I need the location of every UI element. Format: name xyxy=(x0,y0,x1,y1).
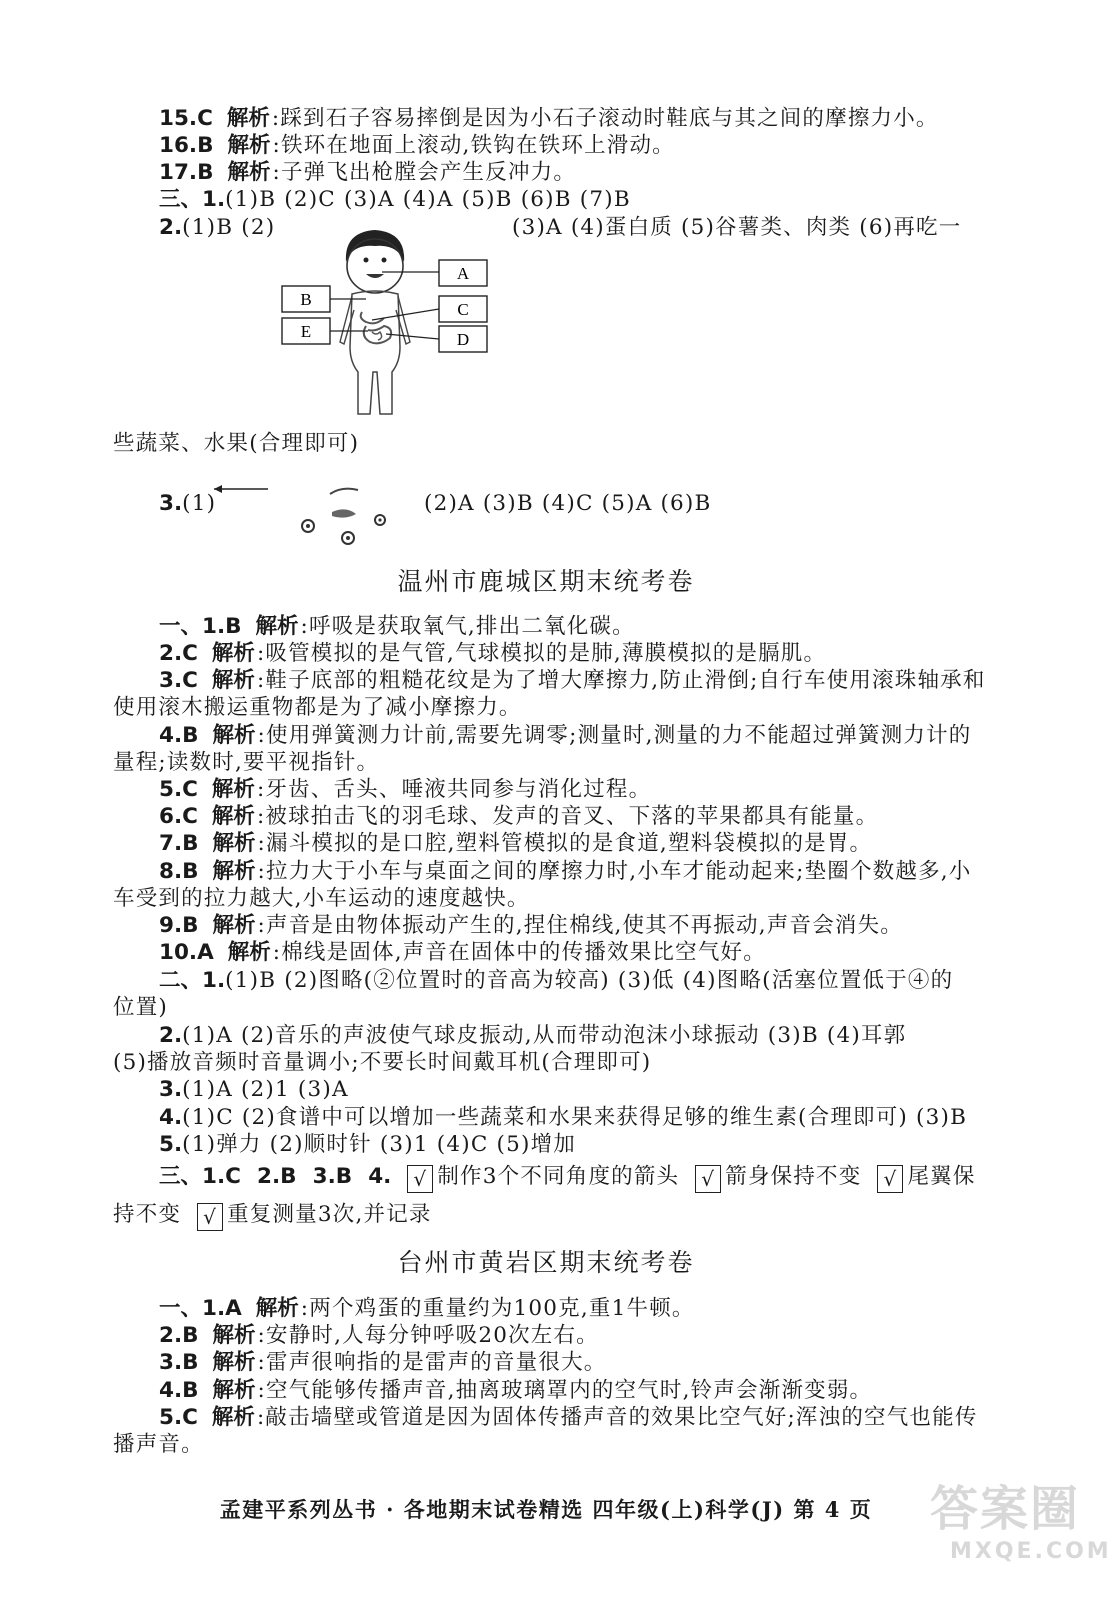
label-b: B xyxy=(300,290,312,309)
checkmark-box: √ xyxy=(197,1203,223,1231)
answer-line: 10.A 解析:棉线是固体,声音在固体中的传播效果比空气好。 xyxy=(159,940,766,965)
answer-line: 5.C 解析:敲击墙壁或管道是因为固体传播声音的效果比空气好;浑浊的空气也能传 xyxy=(159,1405,978,1430)
answer-line: 二、1.(1)B (2)图略(②位置时的音高为较高) (3)低 (4)图略(活塞位置低于④的 xyxy=(159,968,954,993)
answer-line-continued: 播声音。 xyxy=(113,1432,204,1457)
answer-line: 2.(1)A (2)音乐的声波使气球皮振动,从而带动泡沫小球振动 (3)B (4)耳郭 xyxy=(159,1023,907,1048)
section-title-taizhou: 台州市黄岩区期末统考卷 xyxy=(397,1248,695,1277)
answer-line: 7.B 解析:漏斗模拟的是口腔,塑料管模拟的是食道,塑料袋模拟的是胃。 xyxy=(159,831,873,856)
answer-line: 5.(1)弹力 (2)顺时针 (3)1 (4)C (5)增加 xyxy=(159,1132,576,1157)
label-a: A xyxy=(456,264,470,283)
section-title-wenzhou: 温州市鹿城区期末统考卷 xyxy=(397,567,695,596)
answer-line-continued: (5)播放音频时音量调小;不要长时间戴耳机(合理即可) xyxy=(113,1050,652,1075)
checkmark-box: √ xyxy=(877,1165,903,1193)
answer-q16: 16.B 解析:铁环在地面上滚动,铁钩在铁环上滑动。 xyxy=(159,133,675,158)
section3-q2-right: (3)A (4)蛋白质 (5)谷薯类、肉类 (6)再吃一 xyxy=(512,215,962,240)
answer-line: 4.B 解析:空气能够传播声音,抽离玻璃罩内的空气时,铃声会渐渐变弱。 xyxy=(159,1378,873,1403)
label-d: D xyxy=(456,330,470,349)
arrow-diagram xyxy=(210,478,400,548)
wenzhou-section3-continued: 持不变 √ 重复测量3次,并记录 xyxy=(113,1202,432,1229)
page-footer: 孟建平系列丛书 · 各地期末试卷精选 四年级(上)科学(J) 第 4 页 xyxy=(219,1497,873,1522)
wenzhou-section3-line: 三、1.C 2.B 3.B 4. √ 制作3个不同角度的箭头 √ 箭身保持不变 √ 尾翼保 xyxy=(159,1164,976,1191)
answer-line-continued: 使用滚木搬运重物都是为了减小摩擦力。 xyxy=(113,695,522,720)
watermark-logo: 答案圈 MXQE.COM xyxy=(930,1481,1112,1564)
answer-line: 2.B 解析:安静时,人每分钟呼吸20次左右。 xyxy=(159,1323,599,1348)
answer-line: 一、1.B 解析:呼吸是获取氧气,排出二氧化碳。 xyxy=(159,614,635,639)
answer-line: 3.C 解析:鞋子底部的粗糙花纹是为了增大摩擦力,防止滑倒;自行车使用滚珠轴承和 xyxy=(159,668,986,693)
answer-line: 9.B 解析:声音是由物体振动产生的,捏住棉线,使其不再振动,声音会消失。 xyxy=(159,913,903,938)
digestive-system-figure xyxy=(280,222,500,428)
section3-q2-continued: 些蔬菜、水果(合理即可) xyxy=(113,431,360,456)
answer-line: 3.B 解析:雷声很响指的是雷声的音量很大。 xyxy=(159,1350,607,1375)
answer-line: 5.C 解析:牙齿、舌头、唾液共同参与消化过程。 xyxy=(159,777,652,802)
answer-line: 8.B 解析:拉力大于小车与桌面之间的摩擦力时,小车才能动起来;垫圈个数越多,小 xyxy=(159,859,972,884)
section3-q3-left: 3.(1) xyxy=(159,491,217,516)
answer-line: 4.(1)C (2)食谱中可以增加一些蔬菜和水果来获得足够的维生素(合理即可) (3)B xyxy=(159,1105,968,1130)
answer-line-continued: 车受到的拉力越大,小车运动的速度越快。 xyxy=(113,886,530,911)
checkmark-box: √ xyxy=(695,1165,721,1193)
checkmark-box: √ xyxy=(407,1165,433,1193)
label-e: E xyxy=(300,322,312,341)
answer-line: 3.(1)A (2)1 (3)A xyxy=(159,1077,349,1102)
label-c: C xyxy=(457,300,469,319)
section3-q3-right: (2)A (3)B (4)C (5)A (6)B xyxy=(424,491,712,516)
answer-line: 6.C 解析:被球拍击飞的羽毛球、发声的音叉、下落的苹果都具有能量。 xyxy=(159,804,879,829)
section3-q2-left: 2.(1)B (2) xyxy=(159,215,276,240)
answer-q15: 15.C 解析:踩到石子容易摔倒是因为小石子滚动时鞋底与其之间的摩擦力小。 xyxy=(159,106,939,131)
answer-line: 一、1.A 解析:两个鸡蛋的重量约为100克,重1牛顿。 xyxy=(159,1296,695,1321)
answer-q17: 17.B 解析:子弹飞出枪膛会产生反冲力。 xyxy=(159,160,577,185)
answer-line: 2.C 解析:吸管模拟的是气管,气球模拟的是肺,薄膜模拟的是膈肌。 xyxy=(159,641,827,666)
answer-line-continued: 量程;读数时,要平视指针。 xyxy=(113,750,380,775)
answer-line-continued: 位置) xyxy=(113,995,168,1020)
answer-line: 4.B 解析:使用弹簧测力计前,需要先调零;测量时,测量的力不能超过弹簧测力计的 xyxy=(159,723,972,748)
section3-q1: 三、1.(1)B (2)C (3)A (4)A (5)B (6)B (7)B xyxy=(159,187,631,212)
